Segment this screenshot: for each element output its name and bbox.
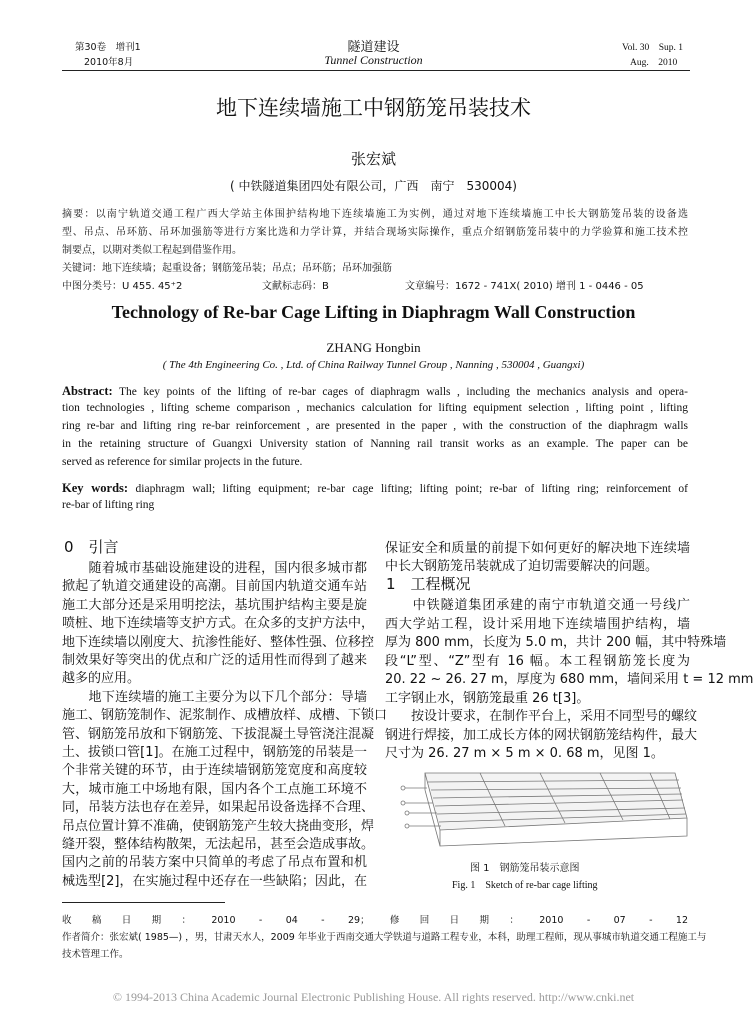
abstract-label: Abstract: (62, 384, 113, 398)
abstract-en-line: ring re-bar and lifting ring re-bar reinforcement , are presented in the paper , with the construction of the diaphragm walls (62, 420, 688, 432)
footnote-line: 技术管理工作。 (62, 949, 129, 960)
body-text-line: 尺寸为 26. 27 m × 5 m × 0. 68 m，见图 1。 (385, 746, 664, 761)
journal-title-cn: 隧道建设 (347, 40, 400, 55)
header-rule (62, 70, 690, 71)
body-text-line: 施工、钢筋笼制作、泥浆制作、成槽放样、成槽、下锁口 (62, 708, 388, 724)
body-text-line: 西大学站工程，设计采用地下连续墙围护结构，墙 (385, 616, 690, 632)
body-text-line: 工字钢止水，钢筋笼最重 26 t[3]。 (385, 690, 590, 706)
rebar-cage-figure (395, 768, 690, 850)
body-text-line: 钢进行焊接，加工成长方体的网状钢筋笼结构件，最大 (385, 727, 698, 743)
date-en: Aug. 2010 (630, 58, 678, 68)
footnote-line: 收稿日期：2010 - 04 - 29；修回日期：2010 - 07 - 12 (62, 915, 688, 926)
body-text-line: 个非常关键的环节，由于连续墙钢筋笼宽度和高度较 (62, 763, 367, 779)
abstract-en-line: Abstract: The key points of the lifting of re-bar cages of diaphragm walls , including the mechanics analysis and opera- (62, 384, 688, 398)
body-text-line: 同，吊装方法也存在差异，如果起吊设备选择不合理、 (62, 800, 375, 816)
journal-title-en: Tunnel Construction (324, 53, 423, 67)
body-text-line: 吊点位置计算不准确，使钢筋笼产生较大挠曲变形，焊 (62, 818, 375, 834)
abstract-cn-line: 摘要：以南宁轨道交通工程广西大学站主体围护结构地下连续墙施工为实例，通过对地下连续墙施工中长大钢筋笼吊装的设备选 (62, 209, 688, 220)
footnote-rule (62, 902, 225, 903)
footnote-line: 作者简介：张宏斌( 1985—) ，男，甘肃天水人，2009 年毕业于西南交通大学铁道与道路工程专业，本科，助理工程师，现从事城市轨道交通工程施工与 (62, 932, 707, 943)
body-text-line: 地下连续墙以刚度大、抗渗性能好、整体性强、位移控 (62, 634, 375, 650)
volume-en: Vol. 30 Sup. 1 (622, 43, 684, 53)
body-text-line: 中长大钢筋笼吊装就成了迫切需要解决的问题。 (385, 559, 659, 575)
body-text-line: 厚为 800 mm，长度为 5.0 m，共计 200 幅，其中特殊墙 (385, 635, 727, 650)
body-text-line: 缝开裂，整体结构散架，无法起吊，甚至会造成事故。 (62, 837, 375, 852)
body-text-line: 段“L”型、“Z”型有 16 幅。本工程钢筋笼长度为 (385, 653, 690, 669)
keywords-label: Key words: (62, 481, 129, 495)
body-text-line: 国内之前的吊装方案中只简单的考虑了吊点布置和机 (62, 855, 367, 871)
body-text-line: 制效果好等突出的优点和广泛的适用性而得到了越来 (62, 653, 367, 668)
title-cn: 地下连续墙施工中钢筋笼吊装技术 (216, 96, 531, 120)
abstract-en-line: served as reference for similar projects in the future. (62, 456, 303, 468)
body-text-line: 掀起了轨道交通建设的高潮。目前国内轨道交通车站 (62, 579, 367, 595)
body-text-line: 土、拔锁口管[1]。在施工过程中，钢筋笼的吊装是一 (62, 745, 367, 760)
affiliation-en: ( The 4th Engineering Co. , Ltd. of China Railway Tunnel Group , Nanning , 530004 , Guangxi) (162, 359, 585, 371)
body-text-line: 按设计要求，在制作平台上，采用不同型号的螺纹 (385, 709, 698, 724)
clc-number: 中图分类号：U 455. 45⁺2 (62, 281, 183, 292)
author-cn: 张宏斌 (350, 150, 396, 168)
article-number: 文章编号：1672 - 741X( 2010) 增刊 1 - 0446 - 05 (405, 281, 644, 292)
body-text-line: 管、钢筋笼吊放和下钢筋笼、下拔混凝土导管浇注混凝 (62, 726, 375, 742)
copyright-notice: © 1994-2013 China Academic Journal Electronic Publishing House. All rights reserved. http://www.cnki.net (112, 990, 635, 1004)
abstract-en-line: tion technologies , lifting scheme comparison , mechanics calculation for lifting equipment selection , lifting point , lifting (62, 402, 688, 414)
abstract-cn-line: 制要点，以期对类似工程起到借鉴作用。 (62, 245, 242, 256)
body-text-line: 中铁隧道集团承建的南宁市轨道交通一号线广 (385, 598, 690, 613)
body-text-line: 越多的应用。 (62, 671, 141, 687)
document-code: 文献标志码：B (262, 281, 329, 292)
title-en: Technology of Re-bar Cage Lifting in Diaphragm Wall Construction (111, 302, 636, 322)
figure-1-caption-cn: 图 1 钢筋笼吊装示意图 (470, 863, 580, 874)
keywords-en-line: re-bar of lifting ring (62, 499, 155, 511)
affiliation-cn: ( 中铁隧道集团四处有限公司，广西 南宁 530004) (230, 179, 517, 193)
body-text-line: 械选型[2]，在实施过程中还存在一些缺陷；因此，在 (62, 873, 367, 889)
body-text-line: 喷桩、地下连续墙等支护方式。在众多的支护方法中， (62, 616, 375, 632)
figure-1-caption-en: Fig. 1 Sketch of re-bar cage lifting (452, 880, 598, 891)
section-0-heading: 0 引言 (64, 538, 119, 556)
volume-issue: 第30卷 增刊1 (75, 42, 141, 53)
section-1-heading: 1 工程概况 (386, 575, 471, 593)
body-text-line: 大，城市施工中场地有限，国内各个工点施工环境不 (62, 781, 367, 797)
body-text-line: 随着城市基础设施建设的进程，国内很多城市都 (62, 561, 367, 576)
keywords-cn: 关键词：地下连续墙；起重设备；钢筋笼吊装；吊点；吊环筋；吊环加强筋 (62, 263, 392, 274)
body-text-line: 20. 22 ~ 26. 27 m，厚度为 680 mm，墙间采用 t = 12 mm (385, 672, 753, 687)
issue-date: 2010年8月 (84, 57, 134, 68)
body-text-line: 地下连续墙的施工主要分为以下几个部分：导墙 (62, 689, 367, 705)
body-text-line: 保证安全和质量的前提下如何更好的解决地下连续墙 (385, 541, 690, 556)
body-text-line: 施工大部分还是采用明挖法，基坑围护结构主要是旋 (62, 597, 367, 613)
author-en: ZHANG Hongbin (326, 340, 421, 355)
abstract-cn-line: 型、吊点、吊环筋、吊环加强筋等进行方案比选和力学计算，并结合现场实际操作，重点介绍钢筋笼吊装中的力学验算和施工技术控 (62, 227, 688, 238)
abstract-en-line: in the retaining structure of Guangxi University station of Nanning rail transit works as an example. The paper can be (62, 438, 688, 450)
keywords-en-line: Key words: diaphragm wall; lifting equipment; re-bar cage lifting; lifting point; re-bar of lifting ring; reinforcement of (62, 481, 688, 495)
